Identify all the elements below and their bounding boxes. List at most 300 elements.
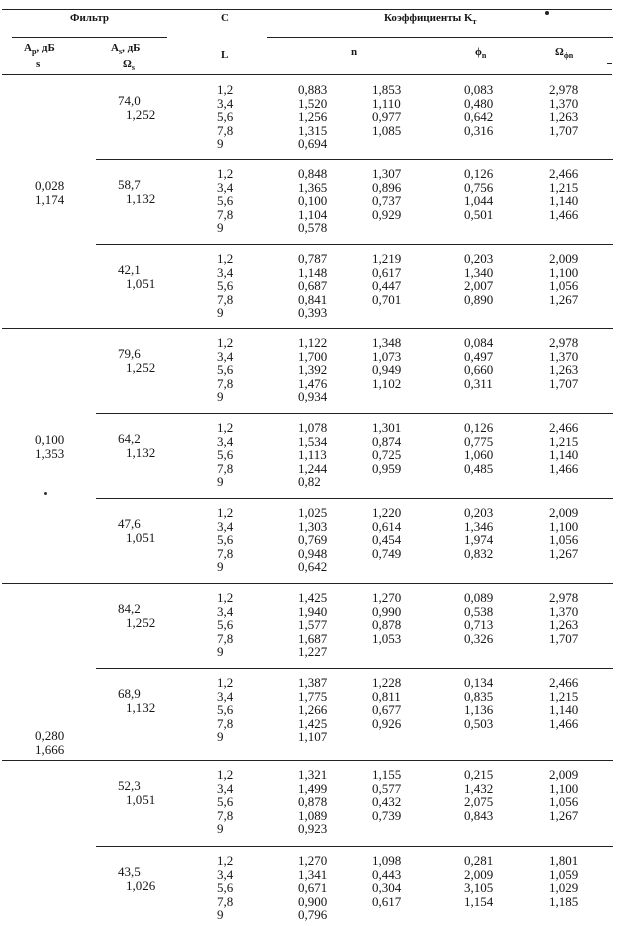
n1-value: 1,025 bbox=[298, 505, 328, 520]
omega-column bbox=[549, 768, 578, 822]
phi-value: 0,281 bbox=[464, 853, 494, 868]
c-value: 9 bbox=[217, 474, 224, 490]
group-rule bbox=[96, 413, 613, 414]
as-value: 74,0 bbox=[118, 93, 141, 108]
header-omega-s-letter: Ω bbox=[123, 58, 132, 71]
n2-value: 1,301 bbox=[372, 420, 402, 435]
phi-value: 0,480 bbox=[464, 95, 494, 111]
n1-value: 1,078 bbox=[298, 420, 328, 435]
as-value: 68,9 bbox=[118, 686, 141, 701]
c-value: 3,4 bbox=[217, 518, 234, 534]
c-value: 5,6 bbox=[217, 362, 234, 378]
n2-value: 1,270 bbox=[372, 590, 402, 605]
n2-value: 0,737 bbox=[372, 193, 402, 209]
n1-value: 0,642 bbox=[298, 559, 328, 575]
omega-value: 2,466 bbox=[549, 420, 579, 435]
phi-value: 1,154 bbox=[464, 893, 494, 909]
omega-s-value: 1,051 bbox=[126, 276, 156, 291]
phi-column bbox=[464, 768, 493, 822]
c-value: 3,4 bbox=[217, 866, 234, 882]
phi-column bbox=[464, 506, 493, 560]
c-value: 7,8 bbox=[217, 206, 234, 222]
as-value: 47,6 bbox=[118, 516, 141, 531]
c-column bbox=[217, 854, 233, 922]
phi-value: 2,007 bbox=[464, 278, 494, 294]
c-value: 7,8 bbox=[217, 460, 234, 476]
as-value: 52,3 bbox=[118, 778, 141, 793]
header-as-sub: s bbox=[118, 47, 123, 57]
phi-value: 0,326 bbox=[464, 630, 494, 646]
phi-column bbox=[464, 591, 493, 645]
n2-value: 0,432 bbox=[372, 794, 402, 810]
c-value: 9 bbox=[217, 389, 224, 405]
omega-value: 1,140 bbox=[549, 702, 579, 718]
n2-value: 0,739 bbox=[372, 807, 402, 823]
n1-value: 1,365 bbox=[298, 179, 328, 195]
omega-value: 1,267 bbox=[549, 291, 579, 307]
n2-value: 1,220 bbox=[372, 505, 402, 520]
header-as-unit: , дБ bbox=[122, 42, 141, 54]
n2-column bbox=[372, 676, 401, 730]
n1-value: 1,148 bbox=[298, 264, 328, 280]
n2-value: 0,701 bbox=[372, 291, 402, 307]
n2-value: 0,929 bbox=[372, 206, 402, 222]
c-column bbox=[217, 676, 233, 744]
section-3-omega-p: 1,666 bbox=[35, 742, 65, 757]
n1-value: 1,499 bbox=[298, 780, 328, 796]
header-ap-s: s bbox=[36, 58, 41, 71]
omega-value: 1,215 bbox=[549, 179, 579, 195]
c-value: 5,6 bbox=[217, 702, 234, 718]
n2-value: 0,949 bbox=[372, 362, 402, 378]
n2-value: 0,874 bbox=[372, 433, 402, 449]
header-phi bbox=[475, 46, 486, 62]
header-ap-unit: , дБ bbox=[36, 42, 55, 54]
omega-value: 1,029 bbox=[549, 880, 579, 896]
section-3-ap: 0,280 bbox=[35, 728, 65, 743]
omega-column bbox=[549, 854, 578, 908]
header-dash bbox=[607, 63, 612, 64]
n1-value: 1,940 bbox=[298, 603, 328, 619]
section-rule bbox=[2, 760, 613, 761]
n1-value: 1,122 bbox=[298, 335, 328, 350]
n2-value: 0,811 bbox=[372, 688, 401, 704]
phi-value: 2,009 bbox=[464, 866, 494, 882]
n1-value: 1,387 bbox=[298, 675, 328, 690]
omega-value: 1,185 bbox=[549, 893, 579, 909]
as-value: 58,7 bbox=[118, 177, 141, 192]
n1-column bbox=[298, 167, 327, 235]
phi-value: 0,756 bbox=[464, 179, 494, 195]
phi-value: 0,835 bbox=[464, 688, 494, 704]
n1-value: 1,687 bbox=[298, 630, 328, 646]
c-value: 9 bbox=[217, 220, 224, 236]
phi-value: 0,713 bbox=[464, 617, 494, 633]
n2-value: 0,926 bbox=[372, 715, 402, 731]
omega-value: 1,056 bbox=[549, 532, 579, 548]
n1-value: 0,948 bbox=[298, 545, 328, 561]
header-n: n bbox=[351, 46, 358, 58]
omega-value: 1,267 bbox=[549, 807, 579, 823]
omega-column bbox=[549, 506, 578, 560]
phi-value: 0,832 bbox=[464, 545, 494, 561]
n1-column bbox=[298, 676, 327, 744]
omega-column bbox=[549, 421, 578, 475]
phi-value: 0,497 bbox=[464, 348, 494, 364]
omega-value: 1,100 bbox=[549, 518, 579, 534]
n2-value: 1,098 bbox=[372, 853, 402, 868]
omega-value: 1,059 bbox=[549, 866, 579, 882]
phi-value: 0,126 bbox=[464, 166, 494, 181]
phi-column bbox=[464, 252, 493, 306]
phi-value: 0,538 bbox=[464, 603, 494, 619]
omega-s-value: 1,252 bbox=[126, 107, 156, 122]
n2-column bbox=[372, 591, 401, 645]
phi-value: 0,203 bbox=[464, 505, 494, 520]
as-value: 42,1 bbox=[118, 262, 141, 277]
c-value: 7,8 bbox=[217, 375, 234, 391]
n2-value: 1,073 bbox=[372, 348, 402, 364]
omega-value: 1,263 bbox=[549, 109, 579, 125]
omega-value: 1,707 bbox=[549, 122, 579, 138]
phi-value: 0,203 bbox=[464, 251, 494, 266]
phi-value: 1,346 bbox=[464, 518, 494, 534]
header-as-letter: A bbox=[111, 42, 119, 54]
omega-column bbox=[549, 336, 578, 390]
n2-column bbox=[372, 768, 401, 822]
c-value: 9 bbox=[217, 559, 224, 575]
omega-value: 1,370 bbox=[549, 348, 579, 364]
phi-value: 0,503 bbox=[464, 715, 494, 731]
n2-value: 0,677 bbox=[372, 702, 402, 718]
n2-value: 1,219 bbox=[372, 251, 402, 266]
n2-value: 0,725 bbox=[372, 447, 402, 463]
header-filter: Фильтр bbox=[70, 12, 110, 24]
n2-value: 0,443 bbox=[372, 866, 402, 882]
header-bottom-rule bbox=[2, 74, 612, 75]
section-2-omega-p: 1,353 bbox=[35, 446, 65, 461]
c-value: 5,6 bbox=[217, 109, 234, 125]
omega-value: 1,100 bbox=[549, 780, 579, 796]
header-c: C bbox=[221, 12, 229, 24]
header-coeffs-label: Коэффициенты K bbox=[384, 12, 473, 24]
phi-value: 0,890 bbox=[464, 291, 494, 307]
c-value: 7,8 bbox=[217, 545, 234, 561]
c-column bbox=[217, 336, 233, 404]
c-column bbox=[217, 506, 233, 574]
n1-value: 0,900 bbox=[298, 893, 328, 909]
n2-column bbox=[372, 854, 401, 908]
phi-value: 0,485 bbox=[464, 460, 494, 476]
phi-value: 0,215 bbox=[464, 767, 494, 782]
c-column bbox=[217, 167, 233, 235]
c-value: 9 bbox=[217, 136, 224, 152]
c-column bbox=[217, 768, 233, 836]
n1-value: 0,82 bbox=[298, 474, 321, 490]
c-value: 7,8 bbox=[217, 893, 234, 909]
c-value: 1,2 bbox=[217, 590, 234, 605]
table-top-rule bbox=[2, 9, 612, 10]
c-value: 3,4 bbox=[217, 603, 234, 619]
phi-value: 0,311 bbox=[464, 375, 493, 391]
c-value: 1,2 bbox=[217, 420, 234, 435]
phi-value: 0,501 bbox=[464, 206, 494, 222]
header-coeffs bbox=[384, 12, 476, 26]
c-column bbox=[217, 252, 233, 320]
n1-column bbox=[298, 252, 327, 320]
omega-value: 1,707 bbox=[549, 630, 579, 646]
n1-value: 0,100 bbox=[298, 193, 328, 209]
n1-value: 1,577 bbox=[298, 617, 328, 633]
omega-column bbox=[549, 83, 578, 137]
c-value: 5,6 bbox=[217, 193, 234, 209]
omega-value: 1,263 bbox=[549, 362, 579, 378]
omega-value: 1,466 bbox=[549, 206, 579, 222]
c-value: 3,4 bbox=[217, 95, 234, 111]
n2-value: 1,155 bbox=[372, 767, 402, 782]
n1-value: 1,270 bbox=[298, 853, 328, 868]
n1-value: 1,425 bbox=[298, 590, 328, 605]
n2-column bbox=[372, 167, 401, 221]
omega-value: 1,801 bbox=[549, 853, 579, 868]
section-1-omega-p: 1,174 bbox=[35, 192, 65, 207]
n2-value: 0,614 bbox=[372, 518, 402, 534]
n2-value: 1,348 bbox=[372, 335, 402, 350]
c-value: 1,2 bbox=[217, 251, 234, 266]
n1-column bbox=[298, 421, 327, 489]
c-value: 5,6 bbox=[217, 880, 234, 896]
n1-column bbox=[298, 336, 327, 404]
phi-value: 2,075 bbox=[464, 794, 494, 810]
c-value: 1,2 bbox=[217, 675, 234, 690]
c-column bbox=[217, 591, 233, 659]
n1-column bbox=[298, 506, 327, 574]
omega-value: 1,370 bbox=[549, 603, 579, 619]
omega-value: 1,056 bbox=[549, 794, 579, 810]
phi-value: 1,060 bbox=[464, 447, 494, 463]
header-ap bbox=[24, 42, 55, 70]
n1-column bbox=[298, 768, 327, 836]
omega-column bbox=[549, 591, 578, 645]
n1-value: 1,520 bbox=[298, 95, 328, 111]
header-omega bbox=[555, 46, 573, 62]
n2-value: 0,304 bbox=[372, 880, 402, 896]
as-value: 79,6 bbox=[118, 346, 141, 361]
phi-value: 0,089 bbox=[464, 590, 494, 605]
omega-value: 1,370 bbox=[549, 95, 579, 111]
n2-column bbox=[372, 421, 401, 475]
phi-column bbox=[464, 167, 493, 221]
n1-value: 1,244 bbox=[298, 460, 328, 476]
phi-value: 3,105 bbox=[464, 880, 494, 896]
header-l: L bbox=[221, 49, 229, 61]
header-ap-sub: p bbox=[31, 47, 37, 57]
phi-value: 0,134 bbox=[464, 675, 494, 690]
header-omega-sub: ϕn bbox=[563, 51, 574, 61]
omega-value: 1,466 bbox=[549, 715, 579, 731]
omega-value: 1,466 bbox=[549, 460, 579, 476]
omega-s-value: 1,051 bbox=[126, 530, 156, 545]
section-rule bbox=[2, 328, 613, 329]
n1-value: 0,787 bbox=[298, 251, 328, 266]
c-value: 3,4 bbox=[217, 348, 234, 364]
n1-value: 1,113 bbox=[298, 447, 327, 463]
omega-value: 2,978 bbox=[549, 82, 579, 97]
n2-value: 1,053 bbox=[372, 630, 402, 646]
section-rule bbox=[2, 583, 613, 584]
phi-value: 1,044 bbox=[464, 193, 494, 209]
n1-value: 1,476 bbox=[298, 375, 328, 391]
c-value: 5,6 bbox=[217, 278, 234, 294]
omega-s-value: 1,026 bbox=[126, 878, 156, 893]
phi-column bbox=[464, 421, 493, 475]
phi-value: 1,974 bbox=[464, 532, 494, 548]
omega-value: 2,978 bbox=[549, 590, 579, 605]
omega-value: 2,009 bbox=[549, 251, 579, 266]
omega-s-value: 1,132 bbox=[126, 445, 156, 460]
omega-s-value: 1,132 bbox=[126, 191, 156, 206]
phi-column bbox=[464, 83, 493, 137]
n1-value: 0,694 bbox=[298, 136, 328, 152]
c-value: 1,2 bbox=[217, 767, 234, 782]
c-value: 9 bbox=[217, 644, 224, 660]
n1-value: 1,425 bbox=[298, 715, 328, 731]
n1-value: 1,775 bbox=[298, 688, 328, 704]
c-value: 5,6 bbox=[217, 617, 234, 633]
c-value: 3,4 bbox=[217, 264, 234, 280]
header-omega-s-sub: s bbox=[131, 63, 135, 73]
n2-column bbox=[372, 83, 401, 137]
n1-value: 0,923 bbox=[298, 821, 328, 837]
n1-column bbox=[298, 854, 327, 922]
n2-value: 0,447 bbox=[372, 278, 402, 294]
n2-value: 0,896 bbox=[372, 179, 402, 195]
n1-value: 0,769 bbox=[298, 532, 328, 548]
phi-column bbox=[464, 676, 493, 730]
c-value: 3,4 bbox=[217, 688, 234, 704]
header-filter-rule bbox=[12, 37, 167, 38]
n2-column bbox=[372, 252, 401, 306]
omega-s-value: 1,051 bbox=[126, 792, 156, 807]
n2-value: 0,878 bbox=[372, 617, 402, 633]
n1-value: 1,321 bbox=[298, 767, 328, 782]
c-value: 1,2 bbox=[217, 853, 234, 868]
n1-value: 1,107 bbox=[298, 729, 328, 745]
n1-value: 1,303 bbox=[298, 518, 328, 534]
phi-value: 0,084 bbox=[464, 335, 494, 350]
n1-value: 1,227 bbox=[298, 644, 328, 660]
n1-value: 0,848 bbox=[298, 166, 328, 181]
n1-value: 0,796 bbox=[298, 907, 328, 923]
n1-value: 1,392 bbox=[298, 362, 328, 378]
n1-value: 0,578 bbox=[298, 220, 328, 236]
group-rule bbox=[96, 668, 613, 669]
section-2-ap: 0,100 bbox=[35, 432, 65, 447]
n1-value: 0,883 bbox=[298, 82, 328, 97]
c-value: 9 bbox=[217, 907, 224, 923]
header-as bbox=[111, 42, 140, 74]
n1-column bbox=[298, 83, 327, 151]
omega-value: 2,009 bbox=[549, 505, 579, 520]
omega-value: 2,466 bbox=[549, 675, 579, 690]
n1-value: 1,315 bbox=[298, 122, 328, 138]
omega-value: 2,009 bbox=[549, 767, 579, 782]
phi-value: 0,083 bbox=[464, 82, 494, 97]
omega-s-value: 1,252 bbox=[126, 615, 156, 630]
omega-value: 2,466 bbox=[549, 166, 579, 181]
n2-value: 0,749 bbox=[372, 545, 402, 561]
phi-value: 0,316 bbox=[464, 122, 494, 138]
n1-value: 1,341 bbox=[298, 866, 328, 882]
n2-value: 0,977 bbox=[372, 109, 402, 125]
omega-s-value: 1,132 bbox=[126, 700, 156, 715]
c-value: 3,4 bbox=[217, 780, 234, 796]
n2-value: 1,853 bbox=[372, 82, 402, 97]
c-value: 5,6 bbox=[217, 532, 234, 548]
c-value: 9 bbox=[217, 821, 224, 837]
group-rule bbox=[96, 846, 613, 847]
omega-value: 1,215 bbox=[549, 688, 579, 704]
n2-value: 0,617 bbox=[372, 893, 402, 909]
c-value: 3,4 bbox=[217, 433, 234, 449]
c-value: 3,4 bbox=[217, 179, 234, 195]
n1-value: 0,687 bbox=[298, 278, 328, 294]
c-column bbox=[217, 421, 233, 489]
header-mark bbox=[545, 11, 549, 15]
n1-value: 0,934 bbox=[298, 389, 328, 405]
omega-value: 1,707 bbox=[549, 375, 579, 391]
n1-value: 1,256 bbox=[298, 109, 328, 125]
n2-value: 0,577 bbox=[372, 780, 402, 796]
phi-value: 1,136 bbox=[464, 702, 494, 718]
c-value: 5,6 bbox=[217, 447, 234, 463]
c-value: 1,2 bbox=[217, 82, 234, 97]
header-omega-letter: Ω bbox=[555, 46, 564, 58]
omega-value: 1,056 bbox=[549, 278, 579, 294]
c-value: 9 bbox=[217, 305, 224, 321]
n1-value: 1,534 bbox=[298, 433, 328, 449]
n2-value: 0,617 bbox=[372, 264, 402, 280]
n2-value: 1,307 bbox=[372, 166, 402, 181]
c-value: 1,2 bbox=[217, 335, 234, 350]
c-value: 5,6 bbox=[217, 794, 234, 810]
as-value: 84,2 bbox=[118, 601, 141, 616]
header-phi-letter: ϕ bbox=[475, 46, 482, 58]
n2-column bbox=[372, 336, 401, 390]
c-value: 7,8 bbox=[217, 291, 234, 307]
header-omega-s bbox=[123, 58, 140, 74]
header-coeffs-sub: т bbox=[472, 17, 477, 27]
header-phi-sub: n bbox=[481, 51, 487, 61]
phi-value: 1,432 bbox=[464, 780, 494, 796]
omega-column bbox=[549, 676, 578, 730]
n1-value: 0,841 bbox=[298, 291, 328, 307]
header-coeffs-rule bbox=[267, 37, 613, 38]
n2-value: 1,102 bbox=[372, 375, 402, 391]
n1-value: 1,104 bbox=[298, 206, 328, 222]
as-value: 64,2 bbox=[118, 431, 141, 446]
scan-speck bbox=[44, 492, 47, 495]
c-value: 9 bbox=[217, 729, 224, 745]
omega-value: 1,100 bbox=[549, 264, 579, 280]
n2-value: 1,228 bbox=[372, 675, 402, 690]
omega-value: 1,263 bbox=[549, 617, 579, 633]
n1-value: 0,671 bbox=[298, 880, 328, 896]
phi-value: 0,775 bbox=[464, 433, 494, 449]
c-value: 7,8 bbox=[217, 122, 234, 138]
phi-value: 1,340 bbox=[464, 264, 494, 280]
phi-value: 0,843 bbox=[464, 807, 494, 823]
